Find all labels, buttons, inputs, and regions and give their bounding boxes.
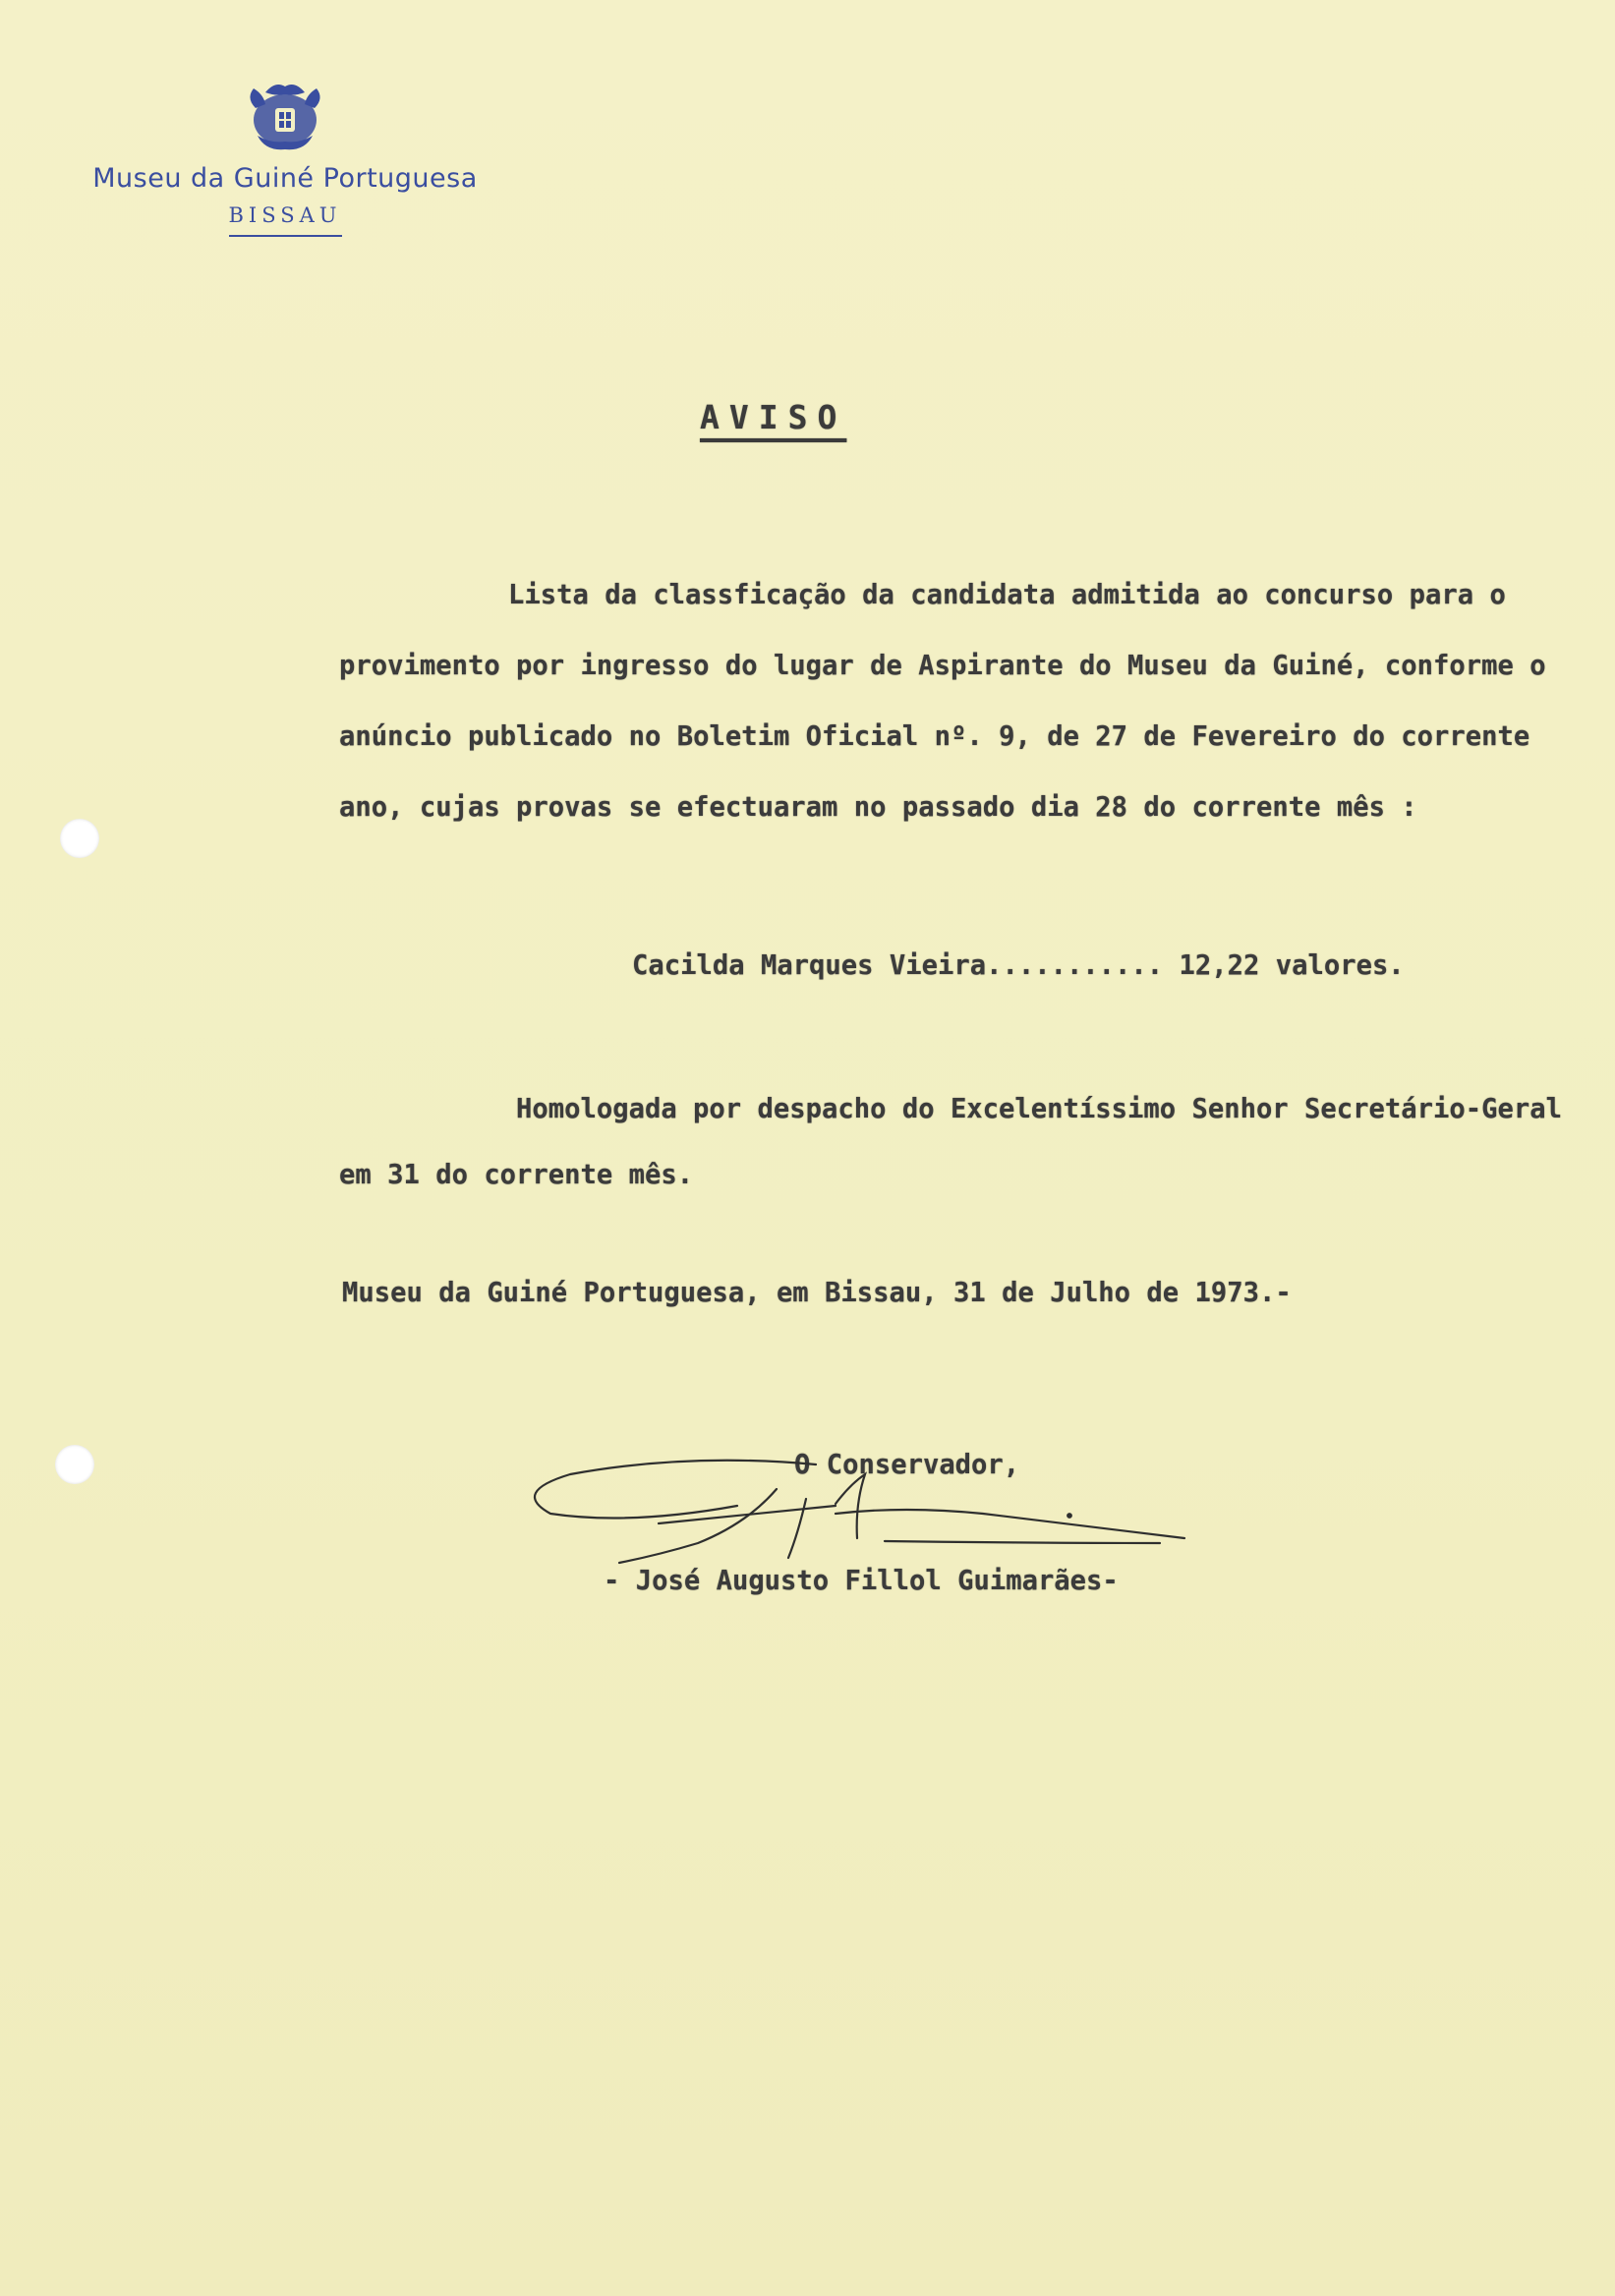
museum-crest-icon	[236, 79, 334, 157]
punch-hole-bottom	[55, 1445, 94, 1484]
closing-title: O Conservador,	[794, 1450, 1020, 1480]
punch-hole-top	[60, 819, 99, 858]
notice-paragraph-1: Lista da classficação da candidata admitida ao concurso para o provimento por ingresso do lugar de Aspirante do Museu da Guiné, conforme o anúncio publicado no Boletim Oficial nº. 9, de 27 de Fevereiro do corrente ano, cujas provas se efectuaram no passado dia 28 do corrente mês :	[339, 580, 1546, 823]
institution-city: BISSAU	[229, 203, 342, 237]
signer-name: - José Augusto Fillol Guimarães-	[604, 1566, 1119, 1596]
place-and-date: Museu da Guiné Portuguesa, em Bissau, 31 de Julho de 1973.-	[342, 1278, 1292, 1308]
notice-title: AVISO	[700, 398, 847, 436]
candidate-result: Cacilda Marques Vieira........... 12,22 valores.	[632, 950, 1405, 981]
notice-paragraph-2: Homologada por despacho do Excelentíssimo Senhor Secretário-Geral em 31 do corrente mês.	[339, 1094, 1562, 1190]
letterhead	[69, 79, 501, 237]
institution-name: Museu da Guiné Portuguesa	[92, 163, 478, 194]
